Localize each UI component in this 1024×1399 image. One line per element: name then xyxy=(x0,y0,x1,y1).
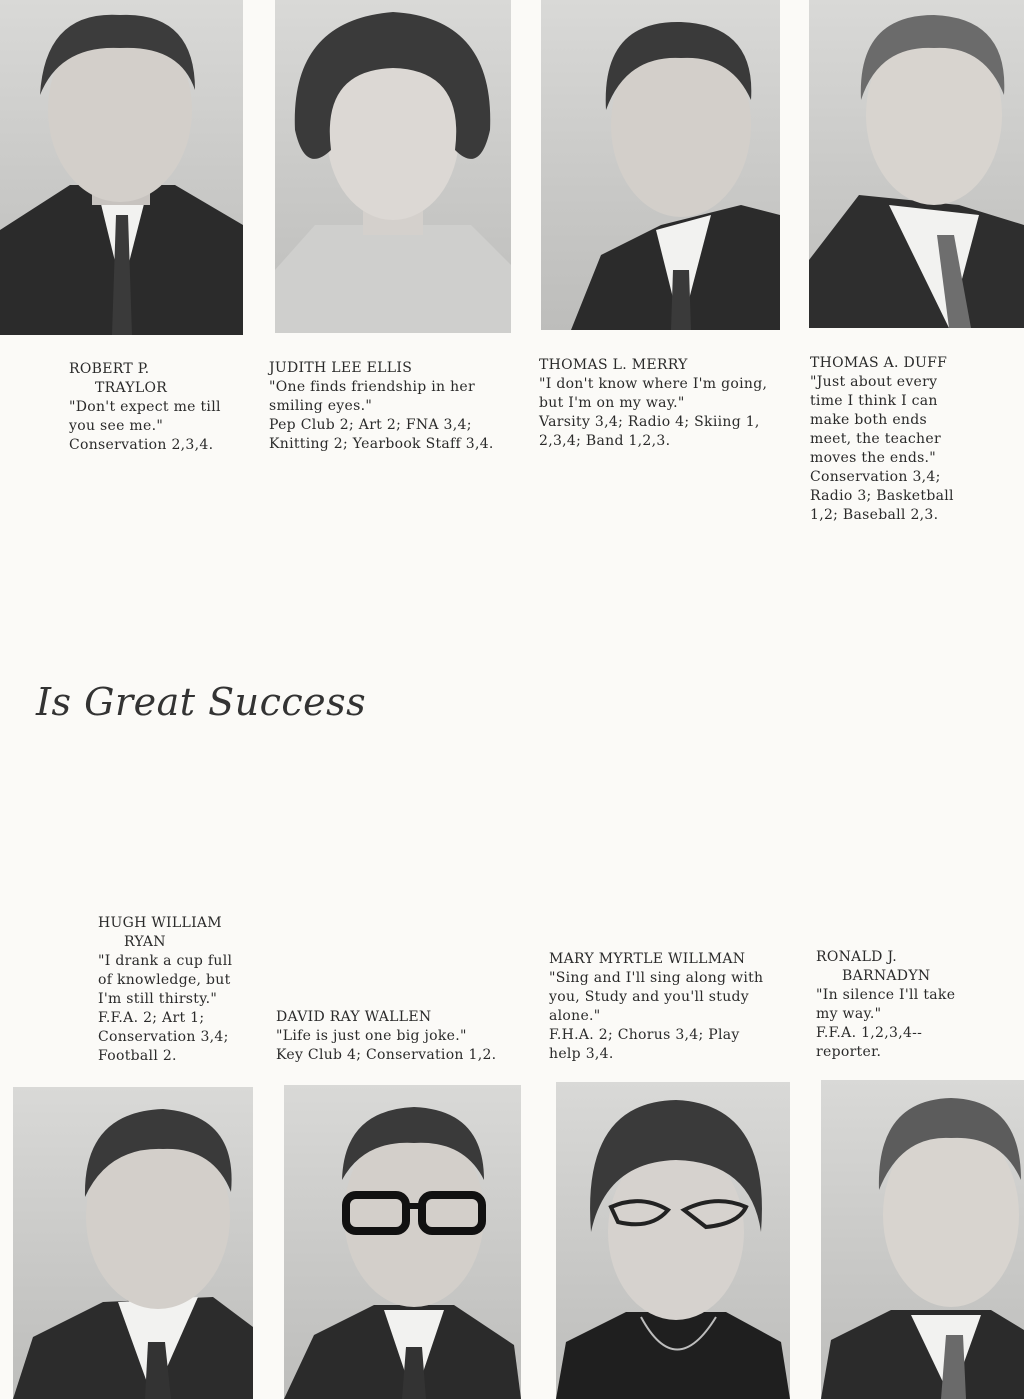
student-name: ROBERT P. xyxy=(69,361,150,377)
caption-thomas-duff xyxy=(810,354,954,525)
student-activities: F.F.A. 2; Art 1; Conservation 3,4; Football 2. xyxy=(98,1010,229,1064)
student-name-cont: BARNADYN xyxy=(842,968,931,984)
portrait-thomas-merry xyxy=(541,0,780,330)
caption-judith-ellis xyxy=(269,359,494,454)
student-name: JUDITH LEE ELLIS xyxy=(269,360,413,376)
caption-mary-willman xyxy=(549,950,763,1064)
portrait-thomas-duff xyxy=(809,0,1024,328)
caption-david-wallen xyxy=(276,1008,496,1065)
student-activities: F.H.A. 2; Chorus 3,4; Play help 3,4. xyxy=(549,1027,740,1062)
student-quote: "Sing and I'll sing along with you, Study and you'll study alone." xyxy=(549,970,764,1024)
student-quote: "Just about every time I think I can make both ends meet, the teacher moves the ends." xyxy=(810,374,941,466)
student-quote: "Don't expect me till you see me." xyxy=(69,399,221,434)
caption-hugh-ryan xyxy=(98,914,232,1066)
student-activities: Pep Club 2; Art 2; FNA 3,4; Knitting 2; Yearbook Staff 3,4. xyxy=(269,417,494,452)
student-quote: "Life is just one big joke." xyxy=(276,1028,467,1044)
student-activities: Varsity 3,4; Radio 4; Skiing 1, 2,3,4; Band 1,2,3. xyxy=(539,414,760,449)
portrait-robert-traylor xyxy=(0,0,243,335)
caption-robert-traylor xyxy=(69,360,221,455)
student-activities: F.F.A. 1,2,3,4-- reporter. xyxy=(816,1025,923,1060)
student-name-cont: TRAYLOR xyxy=(95,380,168,396)
student-quote: "In silence I'll take my way." xyxy=(816,987,956,1022)
student-name: MARY MYRTLE WILLMAN xyxy=(549,951,746,967)
student-activities: Conservation 2,3,4. xyxy=(69,437,214,453)
portrait-mary-willman xyxy=(556,1082,790,1399)
portrait-ronald-barnadyn xyxy=(821,1080,1024,1399)
student-activities: Key Club 4; Conservation 1,2. xyxy=(276,1047,497,1063)
student-quote: "I don't know where I'm going, but I'm on my way." xyxy=(539,376,768,411)
student-name-cont: RYAN xyxy=(124,934,166,950)
portrait-hugh-ryan xyxy=(13,1087,253,1399)
student-quote: "I drank a cup full of knowledge, but I'm still thirsty." xyxy=(98,953,233,1007)
student-name: RONALD J. xyxy=(816,949,898,965)
student-name: THOMAS L. MERRY xyxy=(539,357,688,373)
student-activities: Conservation 3,4; Radio 3; Basketball 1,2; Baseball 2,3. xyxy=(810,469,954,523)
caption-thomas-merry xyxy=(539,356,767,451)
caption-ronald-barnadyn xyxy=(816,948,955,1062)
student-name: DAVID RAY WALLEN xyxy=(276,1009,432,1025)
student-quote: "One finds friendship in her smiling eyes." xyxy=(269,379,475,414)
portrait-david-wallen xyxy=(284,1085,521,1399)
portrait-judith-ellis xyxy=(275,0,511,333)
page-headline: Is Great Success xyxy=(36,680,367,724)
student-name: THOMAS A. DUFF xyxy=(810,355,948,371)
student-name: HUGH WILLIAM xyxy=(98,915,222,931)
